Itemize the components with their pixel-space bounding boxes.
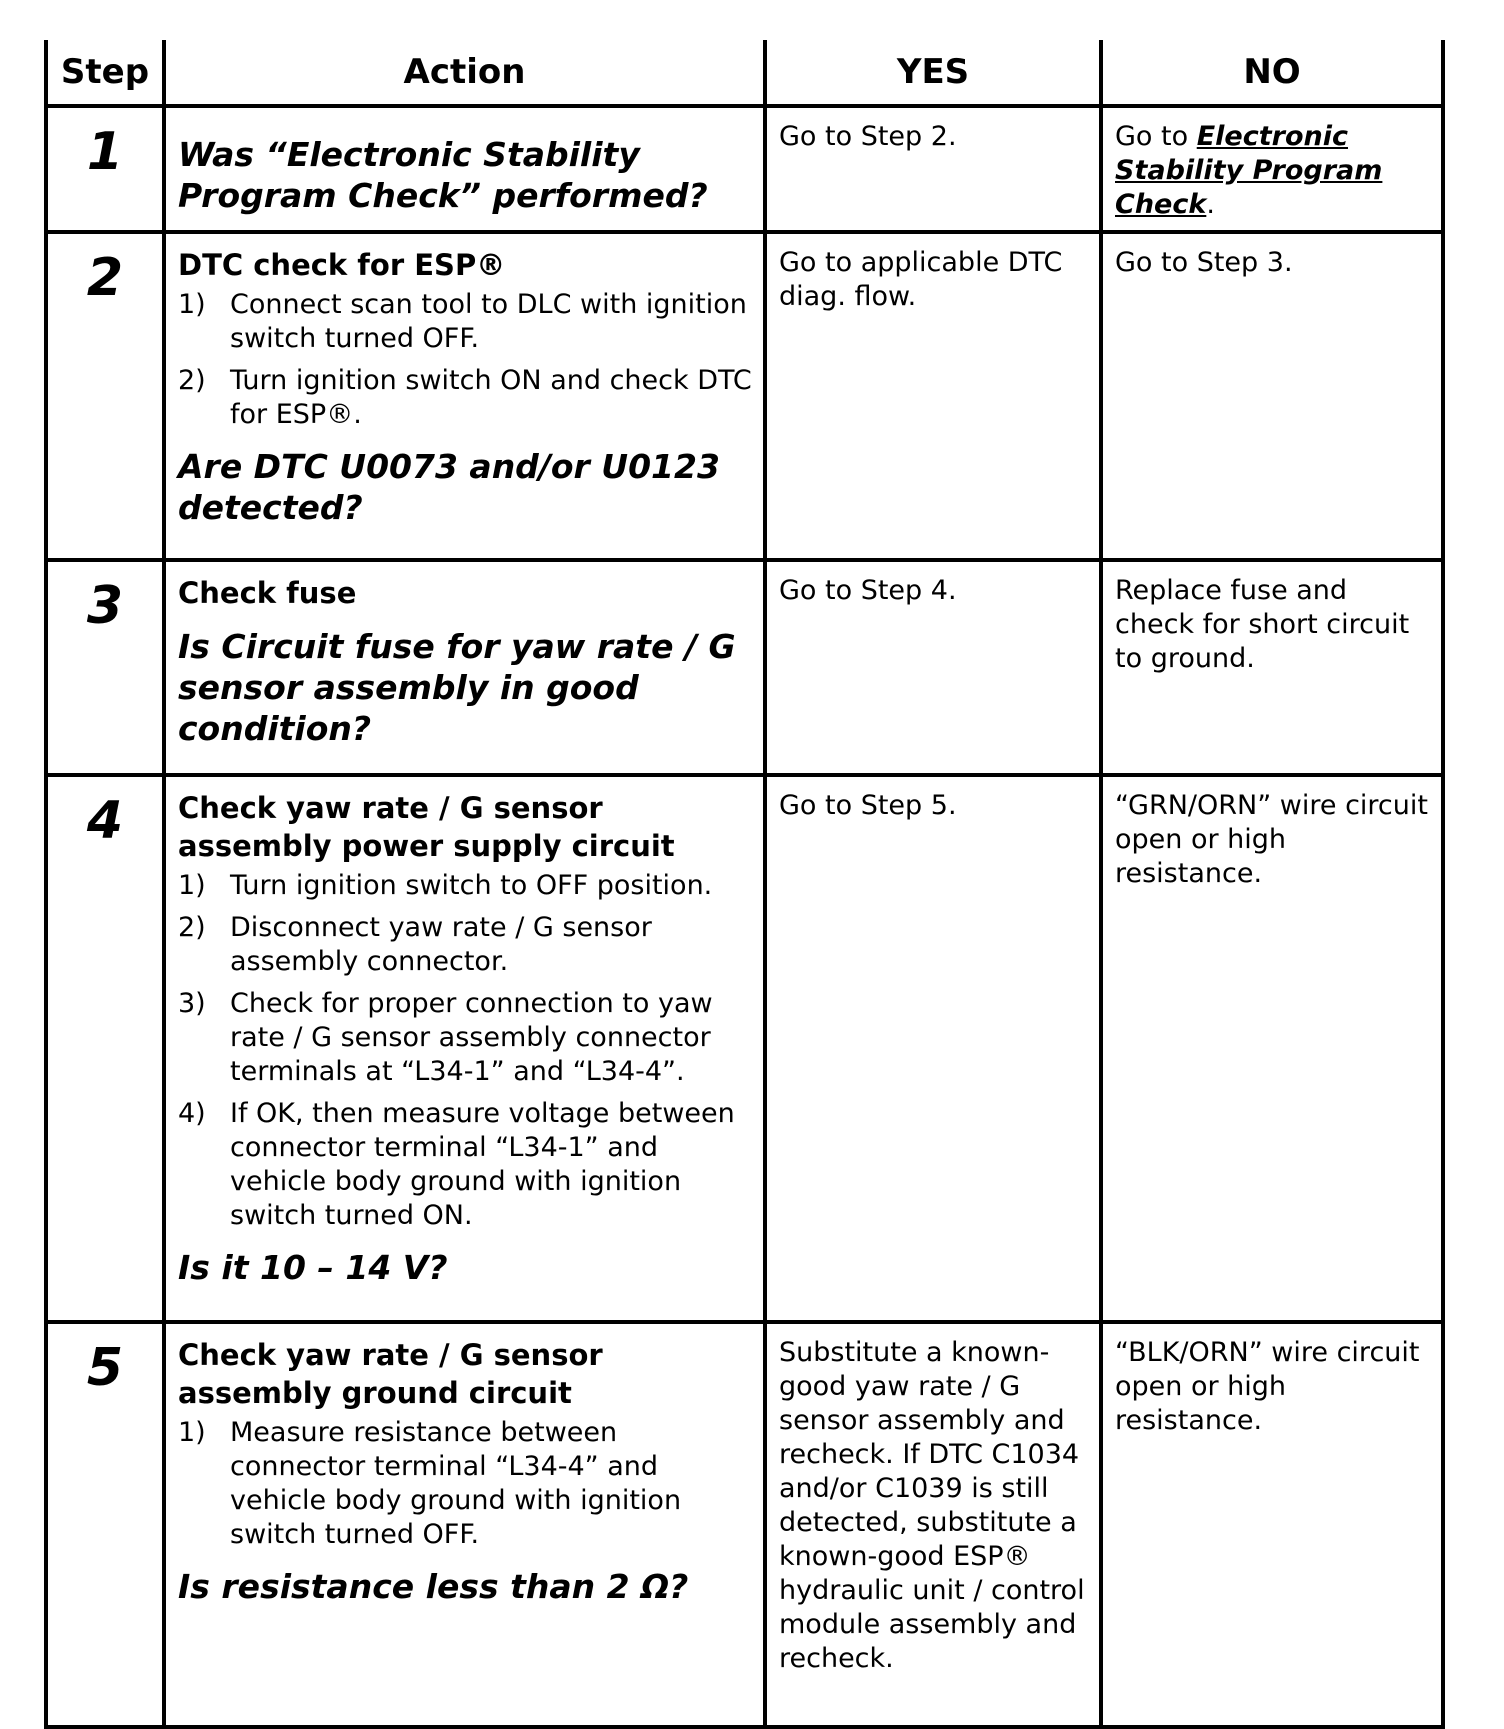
- step-heading: Check yaw rate / G sensor assembly ground circuit: [178, 1338, 603, 1410]
- step-heading: DTC check for ESP®: [178, 248, 506, 282]
- yes-cell: Go to Step 2.: [765, 106, 1101, 232]
- step-number: 2: [46, 232, 164, 560]
- list-item: [178, 869, 753, 903]
- item-number: 1): [178, 870, 206, 901]
- step-question: Was “Electronic Stability Program Check” performed?: [178, 135, 708, 215]
- item-text: Check for proper connection to yaw rate / G sensor assembly connector terminals at “L34-1” and “L34-4”.: [230, 988, 713, 1087]
- table-row: [46, 775, 1443, 1322]
- item-number: 4): [178, 1098, 206, 1129]
- step-question: Are DTC U0073 and/or U0123 detected?: [178, 447, 720, 527]
- no-cell: [1101, 106, 1443, 232]
- yes-cell: Go to Step 4.: [765, 560, 1101, 775]
- item-text: Connect scan tool to DLC with ignition switch turned OFF.: [230, 289, 747, 354]
- no-cell: Go to Step 3.: [1101, 232, 1443, 560]
- list-item: [178, 1416, 753, 1552]
- procedure-list: [178, 288, 753, 432]
- item-text: If OK, then measure voltage between connector terminal “L34-1” and vehicle body ground with ignition switch turned ON.: [230, 1098, 735, 1231]
- yes-cell: Go to Step 5.: [765, 775, 1101, 1322]
- yes-cell: Substitute a known-good yaw rate / G sensor assembly and recheck. If DTC C1034 and/or C1039 is still detected, substitute a known-good ESP® hydraulic unit / control module assembly and recheck.: [765, 1322, 1101, 1727]
- procedure-list: [178, 869, 753, 1233]
- step-question: Is Circuit fuse for yaw rate / G sensor assembly in good condition?: [178, 627, 736, 748]
- action-cell: [164, 560, 765, 775]
- diagnostic-table: [44, 40, 1445, 1729]
- step-number: 4: [46, 775, 164, 1322]
- item-number: 2): [178, 365, 206, 396]
- list-item: [178, 288, 753, 356]
- item-text: Turn ignition switch to OFF position.: [230, 870, 713, 901]
- list-item: [178, 911, 753, 979]
- item-number: 1): [178, 289, 206, 320]
- header-row: [46, 40, 1443, 106]
- item-text: Measure resistance between connector terminal “L34-4” and vehicle body ground with ignition switch turned OFF.: [230, 1417, 682, 1550]
- no-cell: “BLK/ORN” wire circuit open or high resistance.: [1101, 1322, 1443, 1727]
- table-row: [46, 560, 1443, 775]
- header-step: Step: [46, 40, 164, 106]
- yes-cell: Go to applicable DTC diag. flow.: [765, 232, 1101, 560]
- item-text: Disconnect yaw rate / G sensor assembly connector.: [230, 912, 652, 977]
- esp-check-link[interactable]: Electronic Stability Program Check: [1115, 121, 1383, 220]
- table-row: [46, 1322, 1443, 1727]
- step-question: Is resistance less than 2 Ω?: [178, 1567, 689, 1606]
- list-item: [178, 364, 753, 432]
- list-item: [178, 987, 753, 1089]
- procedure-list: [178, 1416, 753, 1552]
- no-prefix: Go to: [1115, 121, 1197, 152]
- item-number: 3): [178, 988, 206, 1019]
- step-heading: Check fuse: [178, 576, 357, 610]
- step-number: 3: [46, 560, 164, 775]
- header-yes: YES: [765, 40, 1101, 106]
- action-cell: [164, 1322, 765, 1727]
- table-row: [46, 232, 1443, 560]
- action-cell: [164, 232, 765, 560]
- step-heading: Check yaw rate / G sensor assembly power supply circuit: [178, 791, 675, 863]
- table-row: [46, 106, 1443, 232]
- no-cell: “GRN/ORN” wire circuit open or high resistance.: [1101, 775, 1443, 1322]
- item-number: 2): [178, 912, 206, 943]
- action-cell: [164, 775, 765, 1322]
- header-action: Action: [164, 40, 765, 106]
- list-item: [178, 1097, 753, 1233]
- action-cell: [164, 106, 765, 232]
- step-number: 5: [46, 1322, 164, 1727]
- header-no: NO: [1101, 40, 1443, 106]
- item-text: Turn ignition switch ON and check DTC for ESP®.: [230, 365, 752, 430]
- no-cell: Replace fuse and check for short circuit to ground.: [1101, 560, 1443, 775]
- item-number: 1): [178, 1417, 206, 1448]
- step-question: Is it 10 – 14 V?: [178, 1248, 448, 1287]
- no-suffix: .: [1206, 189, 1215, 220]
- step-number: 1: [46, 106, 164, 232]
